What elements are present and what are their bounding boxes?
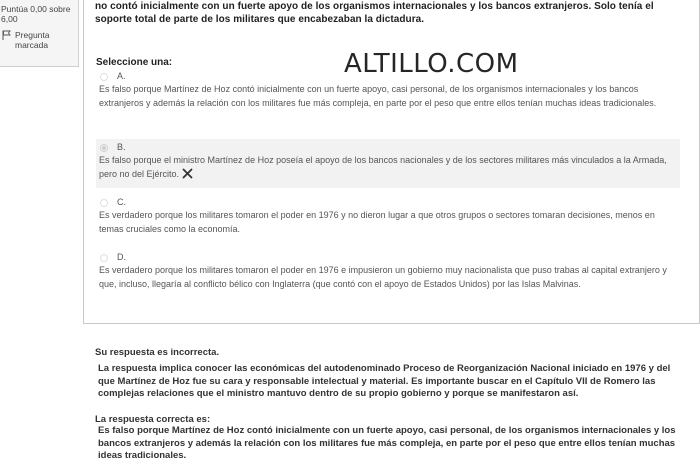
radio-b[interactable]	[100, 144, 108, 152]
feedback-explanation: La respuesta implica conocer las económicas del autodenominado Proceso de Reorganización Nacional iniciado en 1976 y del que Martínez de Hoz fue su cara y responsable intelectual y material. Es importante buscar en el Capítulo VII de Romero las complejas relaciones que el ministro mantuvo dentro de su propio gobierno y porque se manifestaron así.	[98, 363, 671, 399]
question-info-panel	[0, 0, 79, 67]
radio-c[interactable]	[100, 199, 108, 207]
option-text: Es verdadero porque los militares tomaron el poder en 1976 e impusieron un gobierno muy nacionalista que puso trabas al capital extranjero y que, incluso, llegaría al conflicto bélico con Inglaterra (que contó con el apoyo de Estados Unidos) por las Islas Malvinas.	[99, 265, 667, 289]
option-letter: D.	[117, 251, 126, 262]
answer-option-c[interactable]	[96, 196, 680, 236]
option-letter: C.	[117, 196, 126, 207]
answer-option-b[interactable]	[96, 139, 680, 188]
question-text: no contó inicialmente con un fuerte apoyo de los organismos internacionales y los bancos extranjeros. Solo tenía el soporte total de parte de los militares que encabezaban la dictadura.	[95, 1, 654, 25]
option-letter: B.	[117, 141, 126, 152]
option-text: Es verdadero porque los militares tomaron el poder en 1976 y no dieron lugar a que otros grupos o sectores tomaran decisiones, menos en temas cruciales como la economía.	[99, 210, 655, 234]
answer-prompt: Seleccione una:	[96, 57, 173, 68]
option-text: Es falso porque Martínez de Hoz contó inicialmente con un fuerte apoyo, casi personal, de los organismos internacionales y los bancos extranjeros y además la relación con los militares fue más compleja, en parte por el peso que entre ellos tenían muchas ideas tradicionales.	[99, 84, 657, 108]
answer-option-a[interactable]	[96, 70, 680, 110]
radio-d[interactable]	[100, 254, 108, 262]
correct-answer-label: La respuesta correcta es:	[95, 414, 211, 425]
flag-question-toggle[interactable]	[1, 30, 76, 50]
incorrect-icon	[182, 168, 193, 179]
question-content	[83, 0, 700, 324]
watermark: ALTILLO.COM	[344, 49, 519, 79]
answer-option-d[interactable]	[96, 251, 680, 291]
option-letter: A.	[117, 70, 126, 81]
option-text-b: Es falso porque el ministro Martínez de Hoz poseía el apoyo de los bancos nacionales y de los sectores militares más vinculados a la Armada, pero no del Ejército.	[99, 155, 667, 179]
flag-icon	[2, 30, 11, 40]
grade-text: Puntúa 0,00 sobre 6,00	[1, 4, 71, 24]
radio-a[interactable]	[100, 73, 108, 81]
correct-answer-text: Es falso porque Martínez de Hoz contó inicialmente con un fuerte apoyo, casi personal, de los organismos internacionales y los bancos extranjeros y además la relación con los militares fue más compleja, en parte por el peso que entre ellos tenían muchas ideas tradicionales.	[98, 425, 676, 461]
feedback-status: Su respuesta es incorrecta.	[95, 347, 220, 358]
flag-label: Pregunta marcada	[15, 30, 50, 50]
option-text	[96, 154, 680, 181]
